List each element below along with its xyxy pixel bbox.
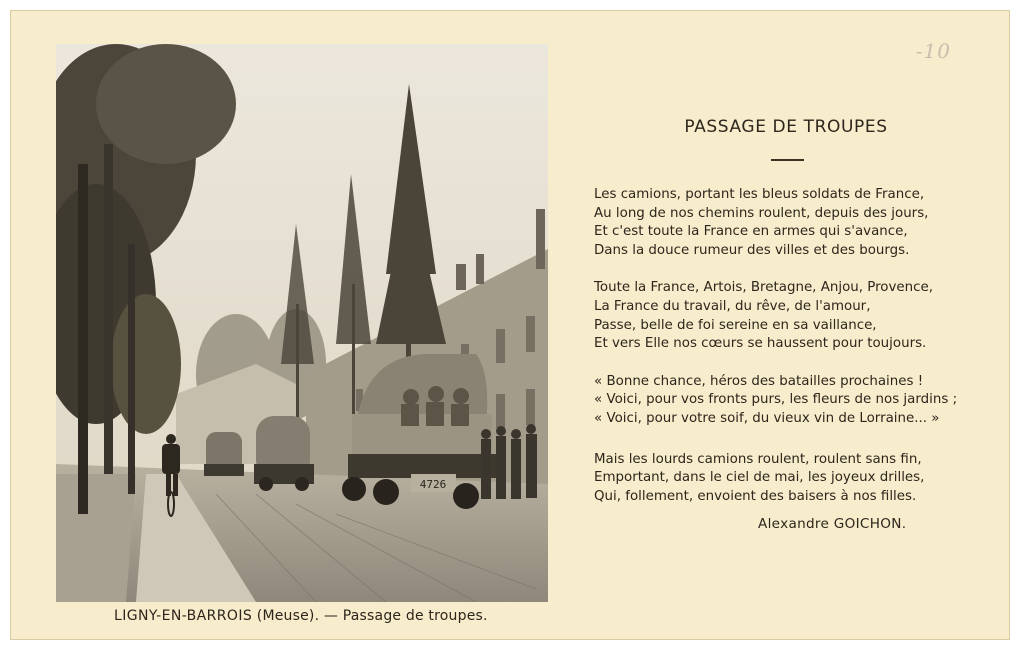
stanza-1 [594,186,994,260]
photo-caption [114,608,488,624]
poem-line: Et c'est toute la France en armes qui s'avance, [594,224,908,240]
pencil-note: -10 [915,39,951,63]
photo-illustration [56,44,548,602]
poem-title: PASSAGE DE TROUPES [684,117,888,137]
postcard [10,10,1010,640]
poem-line: Emportant, dans le ciel de mai, les joyeux drilles, [594,470,925,486]
truck-plate: 4726 [419,478,447,491]
poem-body [594,186,994,525]
sidewalk [56,474,136,602]
caption-subject: Passage de troupes. [342,608,488,624]
poem-line: « Voici, pour votre soif, du vieux vin de Lorraine... » [594,410,940,426]
poem-line: Mais les lourds camions roulent, roulent sans fin, [594,451,922,467]
poem-line: « Bonne chance, héros des batailles prochaines ! [594,373,924,389]
caption-region: (Meuse). [256,608,320,624]
poem-line: Dans la douce rumeur des villes et des bourgs. [594,242,910,258]
caption-place: LIGNY-EN-BARROIS [114,608,253,624]
caption-dash: — [323,608,339,624]
stanza-4 [594,451,994,507]
stanza-2 [594,279,994,353]
poem-line: Qui, follement, envoient des baisers à nos filles. [594,488,917,504]
title-divider [771,159,804,161]
street-photograph [56,44,548,602]
poem-line: Passe, belle de foi sereine en sa vaillance, [594,317,877,333]
stanza-3 [594,373,994,429]
poem-line: Les camions, portant les bleus soldats de France, [594,187,925,202]
poem-line: La France du travail, du rêve, de l'amour, [594,298,871,314]
poem-line: Toute la France, Artois, Bretagne, Anjou, Provence, [594,280,934,296]
poem-line: Au long de nos chemins roulent, depuis des jours, [594,205,929,221]
poem-line: « Voici, pour vos fronts purs, les fleurs de nos jardins ; [594,392,958,408]
poem-line: Et vers Elle nos cœurs se haussent pour toujours. [594,336,927,352]
poem-author: Alexandre GOICHON. [758,516,907,532]
